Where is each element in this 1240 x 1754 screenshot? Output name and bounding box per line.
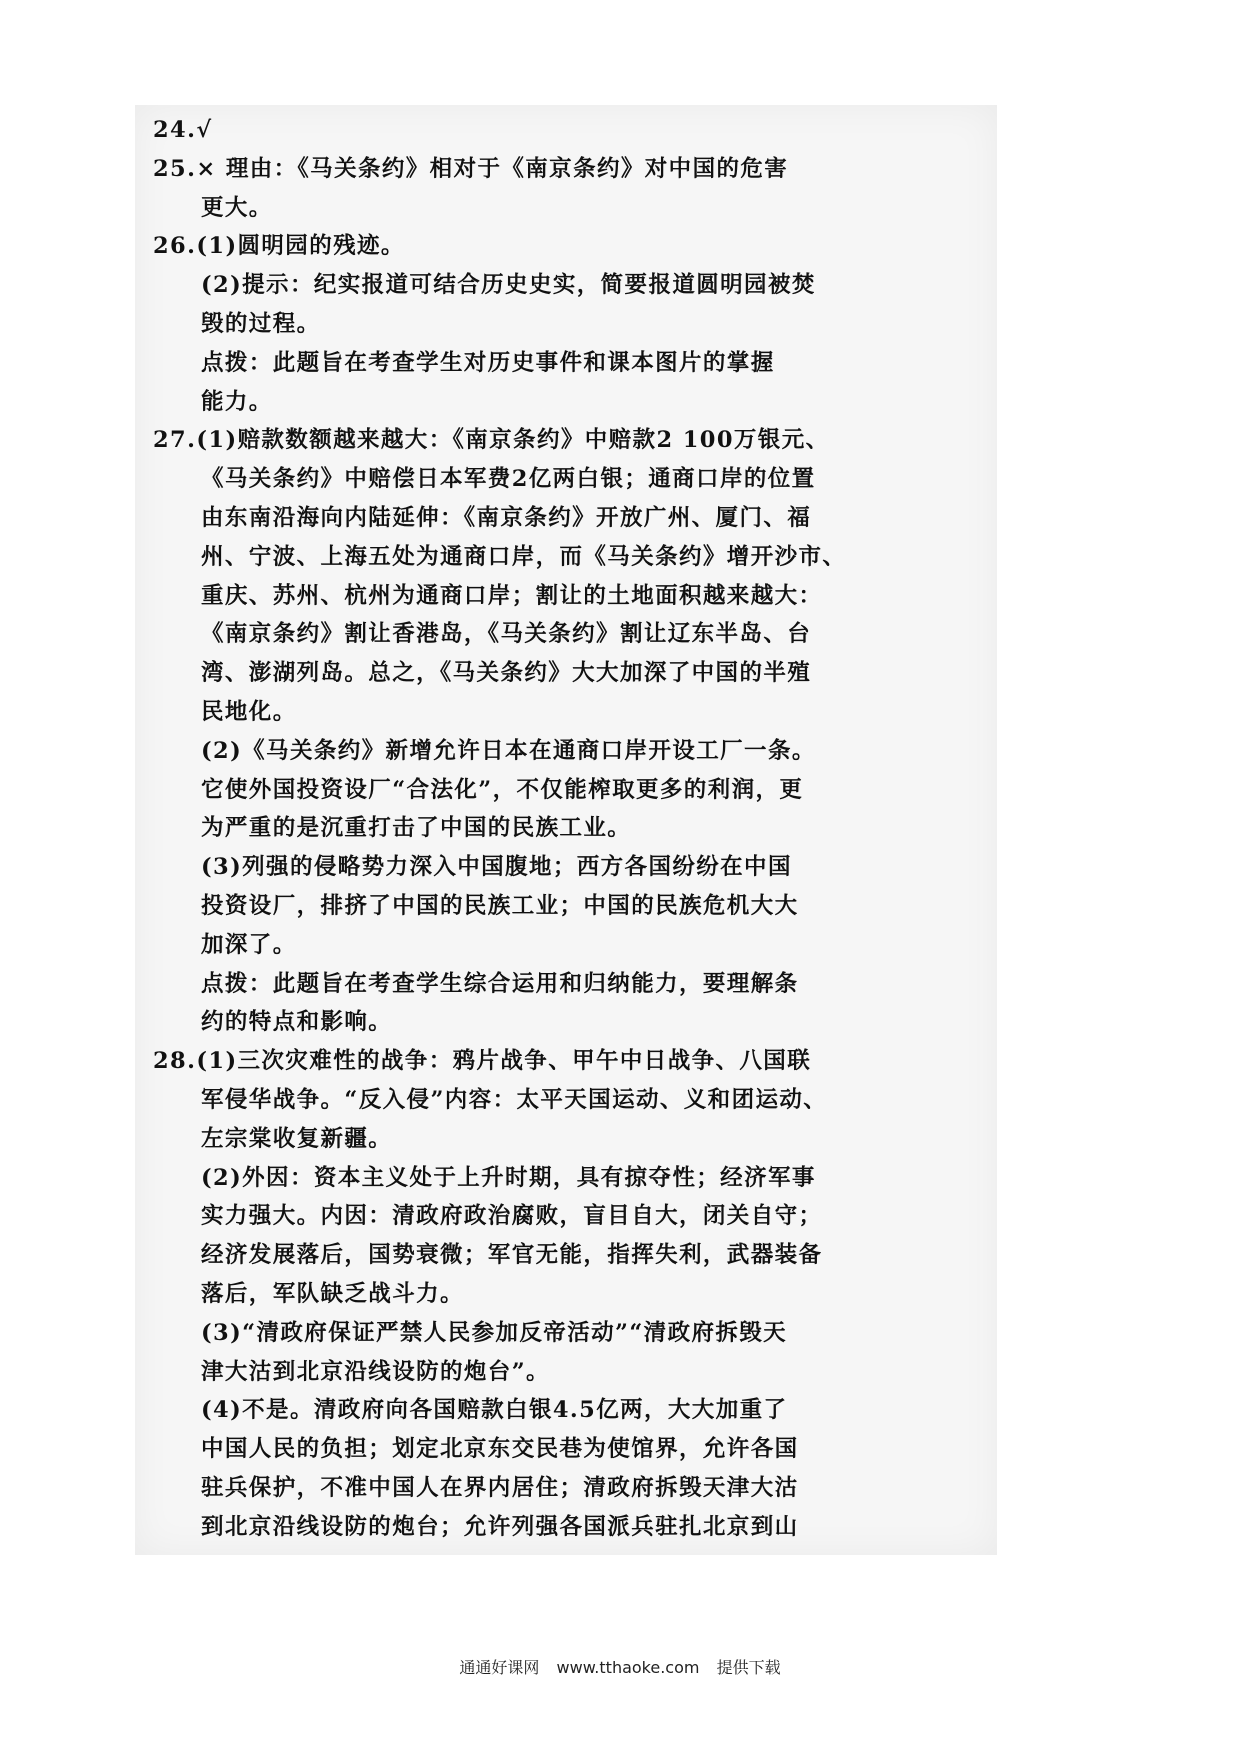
- text-line: 约的特点和影响。: [201, 1009, 393, 1036]
- text-line: 26.(1)圆明园的残迹。: [153, 233, 405, 260]
- text-line: (3)“清政府保证严禁人民参加反帝活动”“清政府拆毁天: [201, 1319, 788, 1346]
- text-line: 左宗棠收复新疆。: [201, 1125, 393, 1152]
- text-line: 驻兵保护，不准中国人在界内居住；清政府拆毁天津大沽: [201, 1474, 799, 1501]
- text-line: 经济发展落后，国势衰微；军官无能，指挥失利，武器装备: [201, 1242, 823, 1269]
- text-line: 28.(1)三次灾难性的战争：鸦片战争、甲午中日战争、八国联: [153, 1048, 812, 1075]
- text-line: 湾、澎湖列岛。总之，《马关条约》大大加深了中国的半殖: [201, 660, 812, 687]
- text-line: 州、宁波、上海五处为通商口岸，而《马关条约》增开沙市、: [201, 543, 847, 570]
- text-line: 为严重的是沉重打击了中国的民族工业。: [201, 815, 632, 842]
- text-line: 到北京沿线设防的炮台；允许列强各国派兵驻扎北京到山: [201, 1513, 799, 1540]
- text-line: 投资设厂，排挤了中国的民族工业；中国的民族危机大大: [201, 892, 799, 919]
- text-line: 点拨：此题旨在考查学生对历史事件和课本图片的掌握: [201, 349, 775, 376]
- text-line: 能力。: [201, 388, 273, 415]
- text-line: 加深了。: [201, 931, 297, 958]
- text-line: 它使外国投资设厂“合法化”，不仅能榨取更多的利润，更: [201, 776, 804, 803]
- text-line: 中国人民的负担；划定北京东交民巷为使馆界，允许各国: [201, 1436, 799, 1463]
- page-footer: [0, 1655, 1240, 1678]
- footer-note: 提供下载: [716, 1658, 781, 1677]
- text-line: 点拨：此题旨在考查学生综合运用和归纳能力，要理解条: [201, 970, 799, 997]
- text-line: 更大。: [201, 194, 273, 221]
- text-line: 民地化。: [201, 698, 297, 725]
- text-line: (4)不是。清政府向各国赔款白银4.5亿两，大大加重了: [201, 1397, 788, 1424]
- text-line: 落后，军队缺乏战斗力。: [201, 1280, 464, 1307]
- text-line: (3)列强的侵略势力深入中国腹地；西方各国纷纷在中国: [201, 854, 792, 881]
- text-line: 由东南沿海向内陆延伸：《南京条约》开放广州、厦门、福: [201, 504, 812, 531]
- text-line: (2)《马关条约》新增允许日本在通商口岸开设工厂一条。: [201, 737, 816, 764]
- text-line: 《马关条约》中赔偿日本军费2亿两白银；通商口岸的位置: [201, 466, 816, 493]
- text-line: 毁的过程。: [201, 310, 321, 337]
- text-line: (2)提示：纪实报道可结合历史史实，简要报道圆明园被焚: [201, 272, 816, 299]
- scanned-answer-page: [135, 105, 997, 1555]
- text-line: 津大沽到北京沿线设防的炮台”。: [201, 1358, 550, 1385]
- text-line: 军侵华战争。“反入侵”内容：太平天国运动、义和团运动、: [201, 1086, 828, 1113]
- text-line: (2)外因：资本主义处于上升时期，具有掠夺性；经济军事: [201, 1164, 816, 1191]
- text-line: 25.× 理由：《马关条约》相对于《南京条约》对中国的危害: [153, 155, 789, 182]
- text-line: 实力强大。内因：清政府政治腐败，盲目自大，闭关自守；: [201, 1203, 823, 1230]
- footer-url[interactable]: www.tthaoke.com: [556, 1658, 700, 1677]
- text-line: 《南京条约》割让香港岛，《马关条约》割让辽东半岛、台: [201, 621, 812, 648]
- text-line: 27.(1)赔款数额越来越大：《南京条约》中赔款2 100万银元、: [153, 427, 830, 454]
- text-line: 重庆、苏州、杭州为通商口岸；割让的土地面积越来越大：: [201, 582, 823, 609]
- footer-site-name: 通通好课网: [459, 1658, 540, 1677]
- text-line: 24.√: [153, 117, 213, 143]
- answer-text: [153, 111, 983, 1546]
